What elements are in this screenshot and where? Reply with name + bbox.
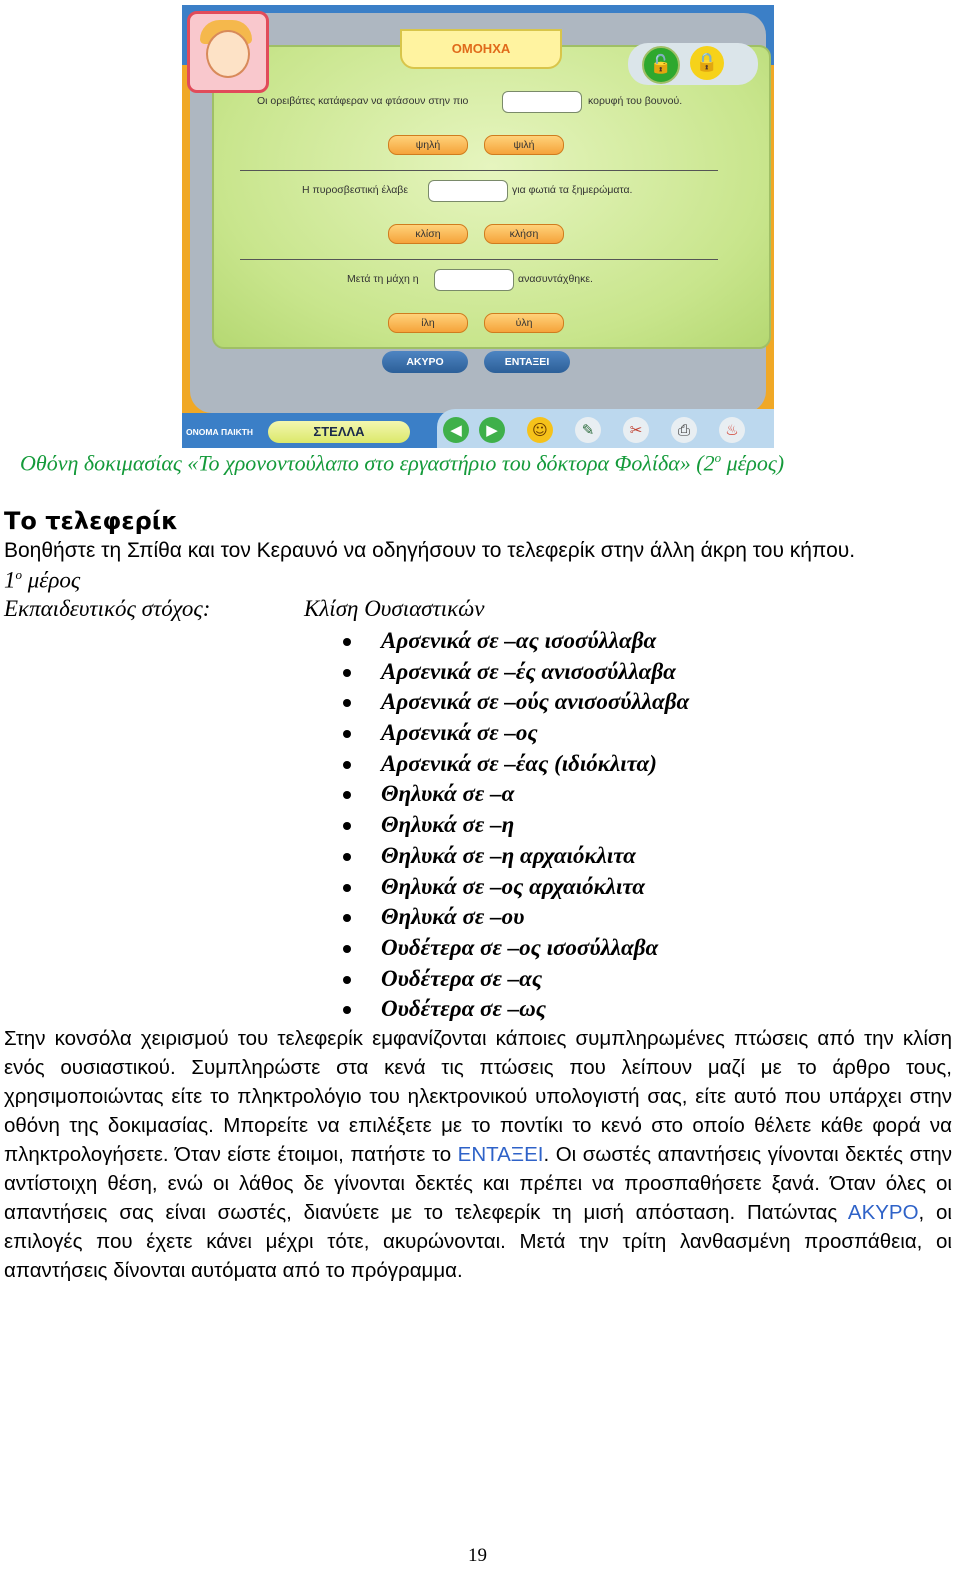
- option-3a-button[interactable]: ίλη: [388, 313, 468, 333]
- option-1b-button[interactable]: ψιλή: [484, 135, 564, 155]
- smiley-icon[interactable]: ☺: [527, 417, 553, 443]
- sentence-3-blank[interactable]: [434, 269, 514, 291]
- forward-arrow-icon[interactable]: ▶: [479, 417, 505, 443]
- goal-label: Εκπαιδευτικός στόχος:: [4, 596, 211, 621]
- part-label: $1^o$ μέρος: [4, 567, 81, 593]
- sentence-2-end: για φωτιά τα ξημερώματα.: [512, 184, 633, 196]
- option-2b-button[interactable]: κλήση: [484, 224, 564, 244]
- intro-text: Βοηθήστε τη Σπίθα και τον Κεραυνό να οδηγήσουν το τελεφερίκ στην άλλη άκρη του κήπου.: [4, 539, 856, 562]
- divider: [240, 259, 718, 260]
- player-label: ΟΝΟΜΑ ΠΑΙΚΤΗ: [186, 427, 254, 437]
- instructions-paragraph: Στην κονσόλα χειρισμού του τελεφερίκ εμφανίζονται κάποιες συμπληρωμένες πτώσεις από την κλίση ενός ουσιαστικού. Συμπληρώστε στα κενά τις πτώσεις που λείπουν μαζί με το άρθρο τους, χρησιμοποιώντας είτε το πληκτρολόγιο του ηλεκτρονικού υπολογιστή σας, είτε αυτό που υπάρχει στην οθόνη της δοκιμασίας. Μπορείτε να επιλέξετε με το ποντίκι το κενό στο οποίο θέλετε κάθε φορά να πληκτρολογήσετε. Όταν είστε έτοιμοι, πατήστε το ΕΝΤΑΞΕΙ. Οι σωστές απαντήσεις γίνονται δεκτές στην αντίστοιχη θέση, ενώ οι λάθος δε γίνονται δεκτές και πρέπει να προσπαθήσετε ξανά. Όταν όλες οι απαντήσεις σας είναι σωστές, διανύετε με το τελεφερίκ τη μισή απόσταση. Πατώντας ΑΚΥΡΟ, οι επιλογές που έχετε κάνει μέχρι τότε, ακυρώνονται. Μετά την τρίτη λανθασμένη προσπάθεια, οι απαντήσεις δίνονται αυτόματα από το πρόγραμμα.: [4, 1027, 952, 1282]
- option-3b-button[interactable]: ύλη: [484, 313, 564, 333]
- sentence-1-start: Οι ορειβάτες κατάφεραν να φτάσουν στην πιο: [257, 95, 469, 107]
- lock-panel: [628, 43, 758, 85]
- lock-closed-icon[interactable]: 🔒: [690, 46, 724, 80]
- exercise-screenshot: [182, 5, 774, 448]
- exit-icon[interactable]: ♨: [719, 417, 745, 443]
- cancel-button[interactable]: ΑΚΥΡΟ: [382, 351, 468, 373]
- sentence-3-end: ανασυντάχθηκε.: [518, 273, 593, 285]
- ok-keyword: ΕΝΤΑΞΕΙ: [457, 1143, 544, 1166]
- toolbar: [437, 409, 774, 448]
- goal-value: Κλίση Ουσιαστικών: [304, 596, 485, 621]
- option-2a-button[interactable]: κλίση: [388, 224, 468, 244]
- player-name: ΣΤΕΛΛΑ: [268, 421, 410, 443]
- sentence-2-blank[interactable]: [428, 180, 508, 202]
- exercise-title: ΟΜΟΗΧΑ: [400, 29, 562, 69]
- divider: [240, 170, 718, 171]
- sentence-2-start: Η πυροσβεστική έλαβε: [302, 184, 409, 196]
- figure-caption: Οθόνη δοκιμασίας «Το χρονοντούλαπο στο εργαστήριο του δόκτορα Φολίδα» ($2^o$ μέρος): [20, 450, 785, 476]
- page-number: 19: [468, 1545, 487, 1566]
- sentence-1-end: κορυφή του βουνού.: [588, 95, 683, 107]
- sentence-3-start: Μετά τη μάχη η: [347, 273, 419, 285]
- cancel-keyword: ΑΚΥΡΟ: [847, 1201, 919, 1224]
- printer-icon[interactable]: ⎙: [671, 417, 697, 443]
- section-heading: Το τελεφερίκ: [4, 507, 179, 535]
- character-avatar: [187, 11, 269, 93]
- sentence-1-blank[interactable]: [502, 91, 582, 113]
- tools-icon[interactable]: ✂: [623, 417, 649, 443]
- back-arrow-icon[interactable]: ◀: [443, 417, 469, 443]
- avatar-face: [206, 30, 250, 78]
- ok-button[interactable]: ΕΝΤΑΞΕΙ: [484, 351, 570, 373]
- notepad-icon[interactable]: ✎: [575, 417, 601, 443]
- option-1a-button[interactable]: ψηλή: [388, 135, 468, 155]
- lock-open-icon[interactable]: 🔓: [642, 46, 680, 84]
